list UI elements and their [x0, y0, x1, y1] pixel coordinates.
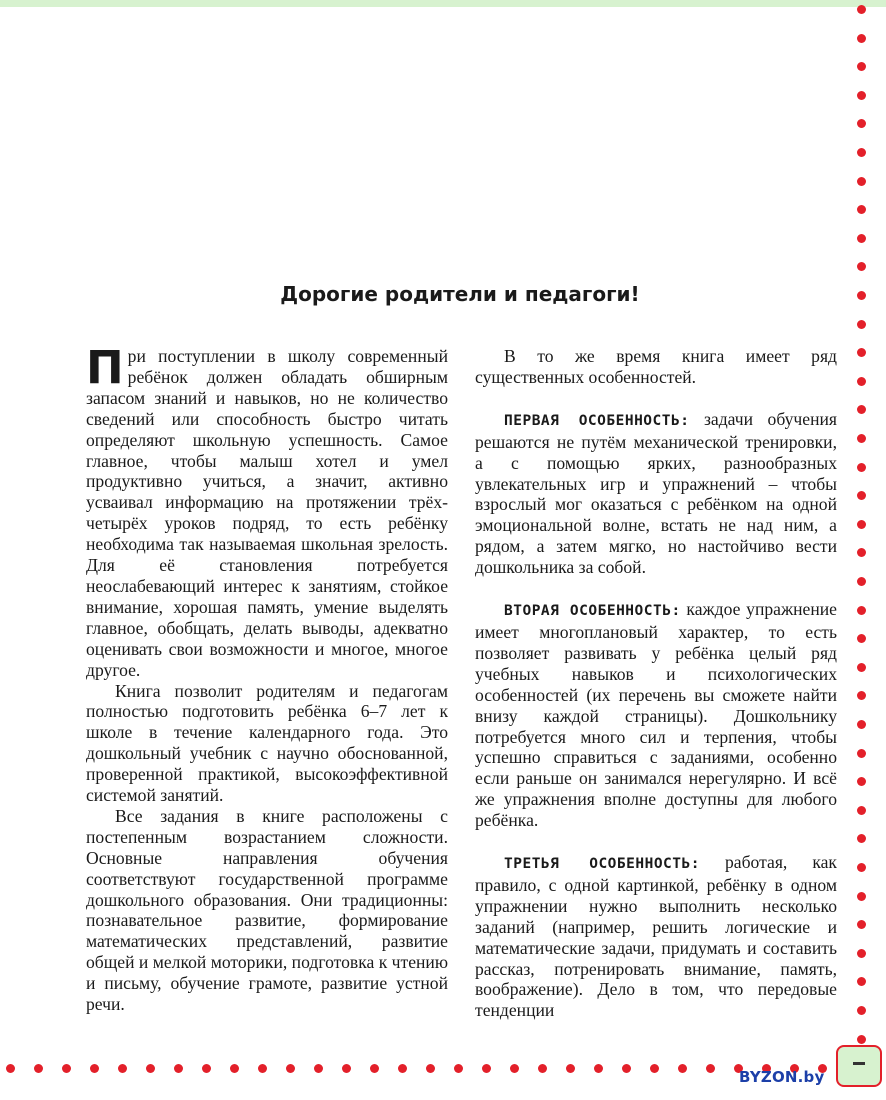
border-dot — [857, 777, 866, 786]
border-dot — [857, 1035, 866, 1044]
border-dot — [342, 1064, 351, 1073]
border-dot — [566, 1064, 575, 1073]
border-dot — [454, 1064, 463, 1073]
border-dot — [62, 1064, 71, 1073]
border-dot — [857, 119, 866, 128]
border-dot — [857, 520, 866, 529]
border-dot — [857, 634, 866, 643]
border-dot — [857, 377, 866, 386]
border-dot — [678, 1064, 687, 1073]
feature-second-heading: ВТОРАЯ ОСОБЕННОСТЬ: — [504, 603, 681, 620]
border-dot — [622, 1064, 631, 1073]
border-dot — [398, 1064, 407, 1073]
paragraph-intro — [86, 341, 448, 681]
border-dot — [538, 1064, 547, 1073]
dropcap-letter: П — [86, 341, 124, 394]
paragraph-tasks: Все задания в книге расположены с постепенным возрастанием сложности. Основные направления обучения соответствуют государственной программе дошкольного образования. Они традиционны: познавательное развитие, формирование математических представлений, развитие общей и мелкой моторики, подготовка к чтению и письму, обучение грамоте, развитие устной речи. — [86, 805, 448, 1015]
top-decorative-band — [0, 0, 886, 7]
border-dot — [482, 1064, 491, 1073]
right-dotted-border — [851, 0, 871, 1050]
border-dot — [857, 434, 866, 443]
right-text-column — [475, 346, 837, 1021]
feature-third-text: работая, как правило, с одной картинкой, ребёнку в одном упражнении нужно выполнить несколько заданий (например, решить логические и математические задачи, придумать и составить рассказ, потренировать внимание, память, воображение). Дело в том, что передовые тенденции — [475, 852, 837, 1021]
border-dot — [857, 205, 866, 214]
paragraph-intro-text: ри поступлении в школу современный ребёнок должен обладать обширным запасом знаний и навыков, но не количество сведений или способность быстро читать определяют школьную успешность. Самое главное, чтобы малыш хотел и умел продуктивно учиться, а значит, активно усваивал информацию на протяжении трёх-четырёх уроков подряд, то есть ребёнку необходима так называемая школьная зрелость. Для её становления потребуется неослабевающий интерес к занятиям, стойкое внимание, хорошая память, умение выделять главное, обобщать, делать выводы, адекватно оценивать свои возможности и многое, многое другое. — [86, 346, 448, 680]
border-dot — [857, 691, 866, 700]
border-dot — [857, 663, 866, 672]
feature-third — [475, 852, 837, 1021]
feature-first-heading: ПЕРВАЯ ОСОБЕННОСТЬ: — [504, 412, 690, 429]
border-dot — [426, 1064, 435, 1073]
border-dot — [286, 1064, 295, 1073]
border-dot — [857, 920, 866, 929]
border-dot — [857, 320, 866, 329]
border-dot — [857, 892, 866, 901]
border-dot — [857, 863, 866, 872]
border-dot — [857, 262, 866, 271]
border-dot — [857, 463, 866, 472]
border-dot — [202, 1064, 211, 1073]
border-dot — [34, 1064, 43, 1073]
border-dot — [174, 1064, 183, 1073]
page-number-dash — [853, 1062, 865, 1065]
border-dot — [6, 1064, 15, 1073]
border-dot — [90, 1064, 99, 1073]
border-dot — [857, 491, 866, 500]
bottom-dotted-border — [0, 1058, 836, 1078]
border-dot — [857, 577, 866, 586]
border-dot — [230, 1064, 239, 1073]
border-dot — [857, 806, 866, 815]
border-dot — [857, 834, 866, 843]
paragraph-features-intro: В то же время книга имеет ряд существенных особенностей. — [475, 346, 837, 387]
border-dot — [857, 606, 866, 615]
watermark-text: BYZON.by — [739, 1068, 825, 1086]
border-dot — [314, 1064, 323, 1073]
border-dot — [857, 405, 866, 414]
border-dot — [650, 1064, 659, 1073]
border-dot — [857, 1006, 866, 1015]
border-dot — [510, 1064, 519, 1073]
feature-first-text: задачи обучения решаются не путём механической тренировки, а с помощью ярких, разнообразных увлекательных игр и упражнений – чтобы взрослый мог оказаться с ребёнком на одной эмоциональной волне, встать не над ним, а рядом, а затем мягко, но настойчиво вести дошкольника за собой. — [475, 408, 837, 578]
border-dot — [857, 34, 866, 43]
border-dot — [370, 1064, 379, 1073]
page-number-badge — [836, 1045, 882, 1087]
border-dot — [857, 148, 866, 157]
feature-first — [475, 409, 837, 578]
border-dot — [857, 91, 866, 100]
border-dot — [857, 234, 866, 243]
border-dot — [857, 720, 866, 729]
page-title: Дорогие родители и педагоги! — [280, 282, 640, 306]
border-dot — [857, 749, 866, 758]
border-dot — [857, 949, 866, 958]
border-dot — [857, 177, 866, 186]
border-dot — [857, 548, 866, 557]
border-dot — [258, 1064, 267, 1073]
border-dot — [118, 1064, 127, 1073]
border-dot — [706, 1064, 715, 1073]
border-dot — [857, 348, 866, 357]
feature-second-text: каждое упражнение имеет многоплановый характер, то есть позволяет развивать у ребёнка целый ряд учебных навыков и психологических особенностей (их перечень вы сможете найти внизу каждой страницы). Дошкольнику потребуется много сил и терпения, чтобы успешно справиться с заданиями, особенно если раньше он занимался нерегулярно. И всё же упражнения вполне доступны для любого ребёнка. — [475, 599, 837, 831]
border-dot — [594, 1064, 603, 1073]
feature-third-heading: ТРЕТЬЯ ОСОБЕННОСТЬ: — [504, 856, 700, 873]
border-dot — [857, 5, 866, 14]
left-text-column — [86, 341, 448, 1015]
border-dot — [146, 1064, 155, 1073]
border-dot — [857, 977, 866, 986]
border-dot — [857, 62, 866, 71]
paragraph-book-purpose: Книга позволит родителям и педагогам полностью подготовить ребёнка 6–7 лет к школе в течение календарного года. Это дошкольный учебник с научно обоснованной, проверенной практикой, высокоэффективной системой занятий. — [86, 680, 448, 806]
feature-second — [475, 599, 837, 831]
